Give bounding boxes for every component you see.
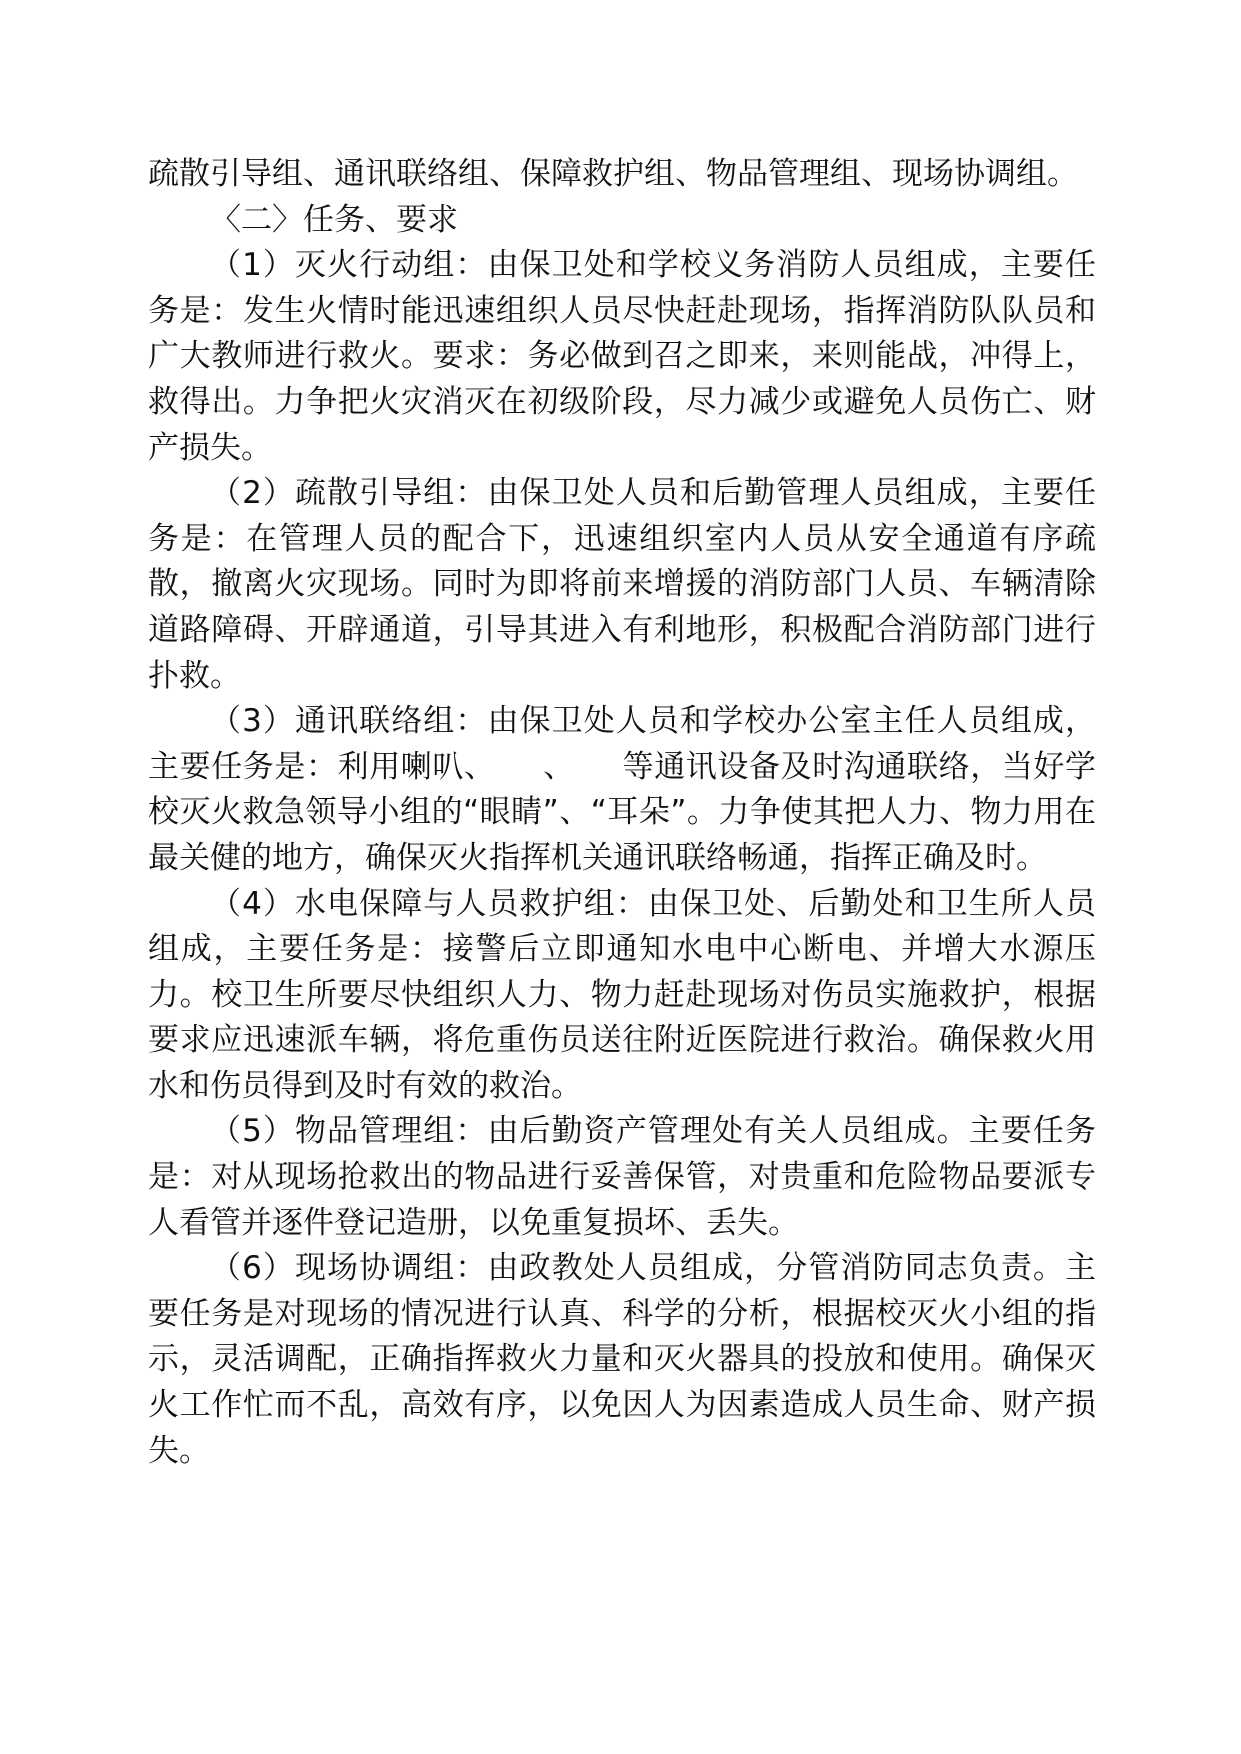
paragraph-evacuation-group: （2）疏散引导组：由保卫处人员和后勤管理人员组成，主要任务是：在管理人员的配合下，迅速组织室内人员从安全通道有序疏散，撤离火灾现场。同时为即将前来增援的消防部门人员、车辆清除道路障碍、开辟通道，引导其进入有利地形，积极配合消防部门进行扑救。 [148,475,1096,694]
paragraph-utility-rescue-group: （4）水电保障与人员救护组：由保卫处、后勤处和卫生所人员组成，主要任务是：接警后立即通知水电中心断电、并增大水源压力。校卫生所要尽快组织人力、物力赶赴现场对伤员实施救护，根据要求应迅速派车辆，将危重伤员送往附近医院进行救治。确保救火用水和伤员得到及时有效的救治。 [148,885,1096,1104]
section-heading-tasks: 〈二〉任务、要求 [210,201,458,238]
paragraph-communication-group: （3）通讯联络组：由保卫处人员和学校办公室主任人员组成，主要任务是：利用喇叭、 、 等通讯设备及时沟通联络，当好学校灭火救急领导小组的“眼睛”、“耳朵”。力争使其把人力、物力用在最关健的地方，确保灭火指挥机关通讯联络畅通，指挥正确及时。 [148,703,1096,876]
paragraph-goods-management-group: （5）物品管理组：由后勤资产管理处有关人员组成。主要任务是：对从现场抢救出的物品进行妥善保管，对贵重和危险物品要派专人看管并逐件登记造册，以免重复损坏、丢失。 [148,1113,1096,1241]
paragraph-continuation: 疏散引导组、通讯联络组、保障救护组、物品管理组、现场协调组。 [148,156,1078,192]
paragraph-fire-action-group: （1）灭火行动组：由保卫处和学校义务消防人员组成，主要任务是：发生火情时能迅速组织人员尽快赶赴现场，指挥消防队队员和广大教师进行救火。要求：务必做到召之即来，来则能战，冲得上，救得出。力争把火灾消灭在初级阶段，尽力减少或避免人员伤亡、财产损失。 [148,247,1096,466]
paragraph-site-coordination-group: （6）现场协调组：由政教处人员组成，分管消防同志负责。主要任务是对现场的情况进行认真、科学的分析，根据校灭火小组的指示，灵活调配，正确指挥救火力量和灭火器具的投放和使用。确保灭火工作忙而不乱，高效有序，以免因人为因素造成人员生命、财产损失。 [148,1250,1096,1469]
document-page [148,152,1096,1474]
